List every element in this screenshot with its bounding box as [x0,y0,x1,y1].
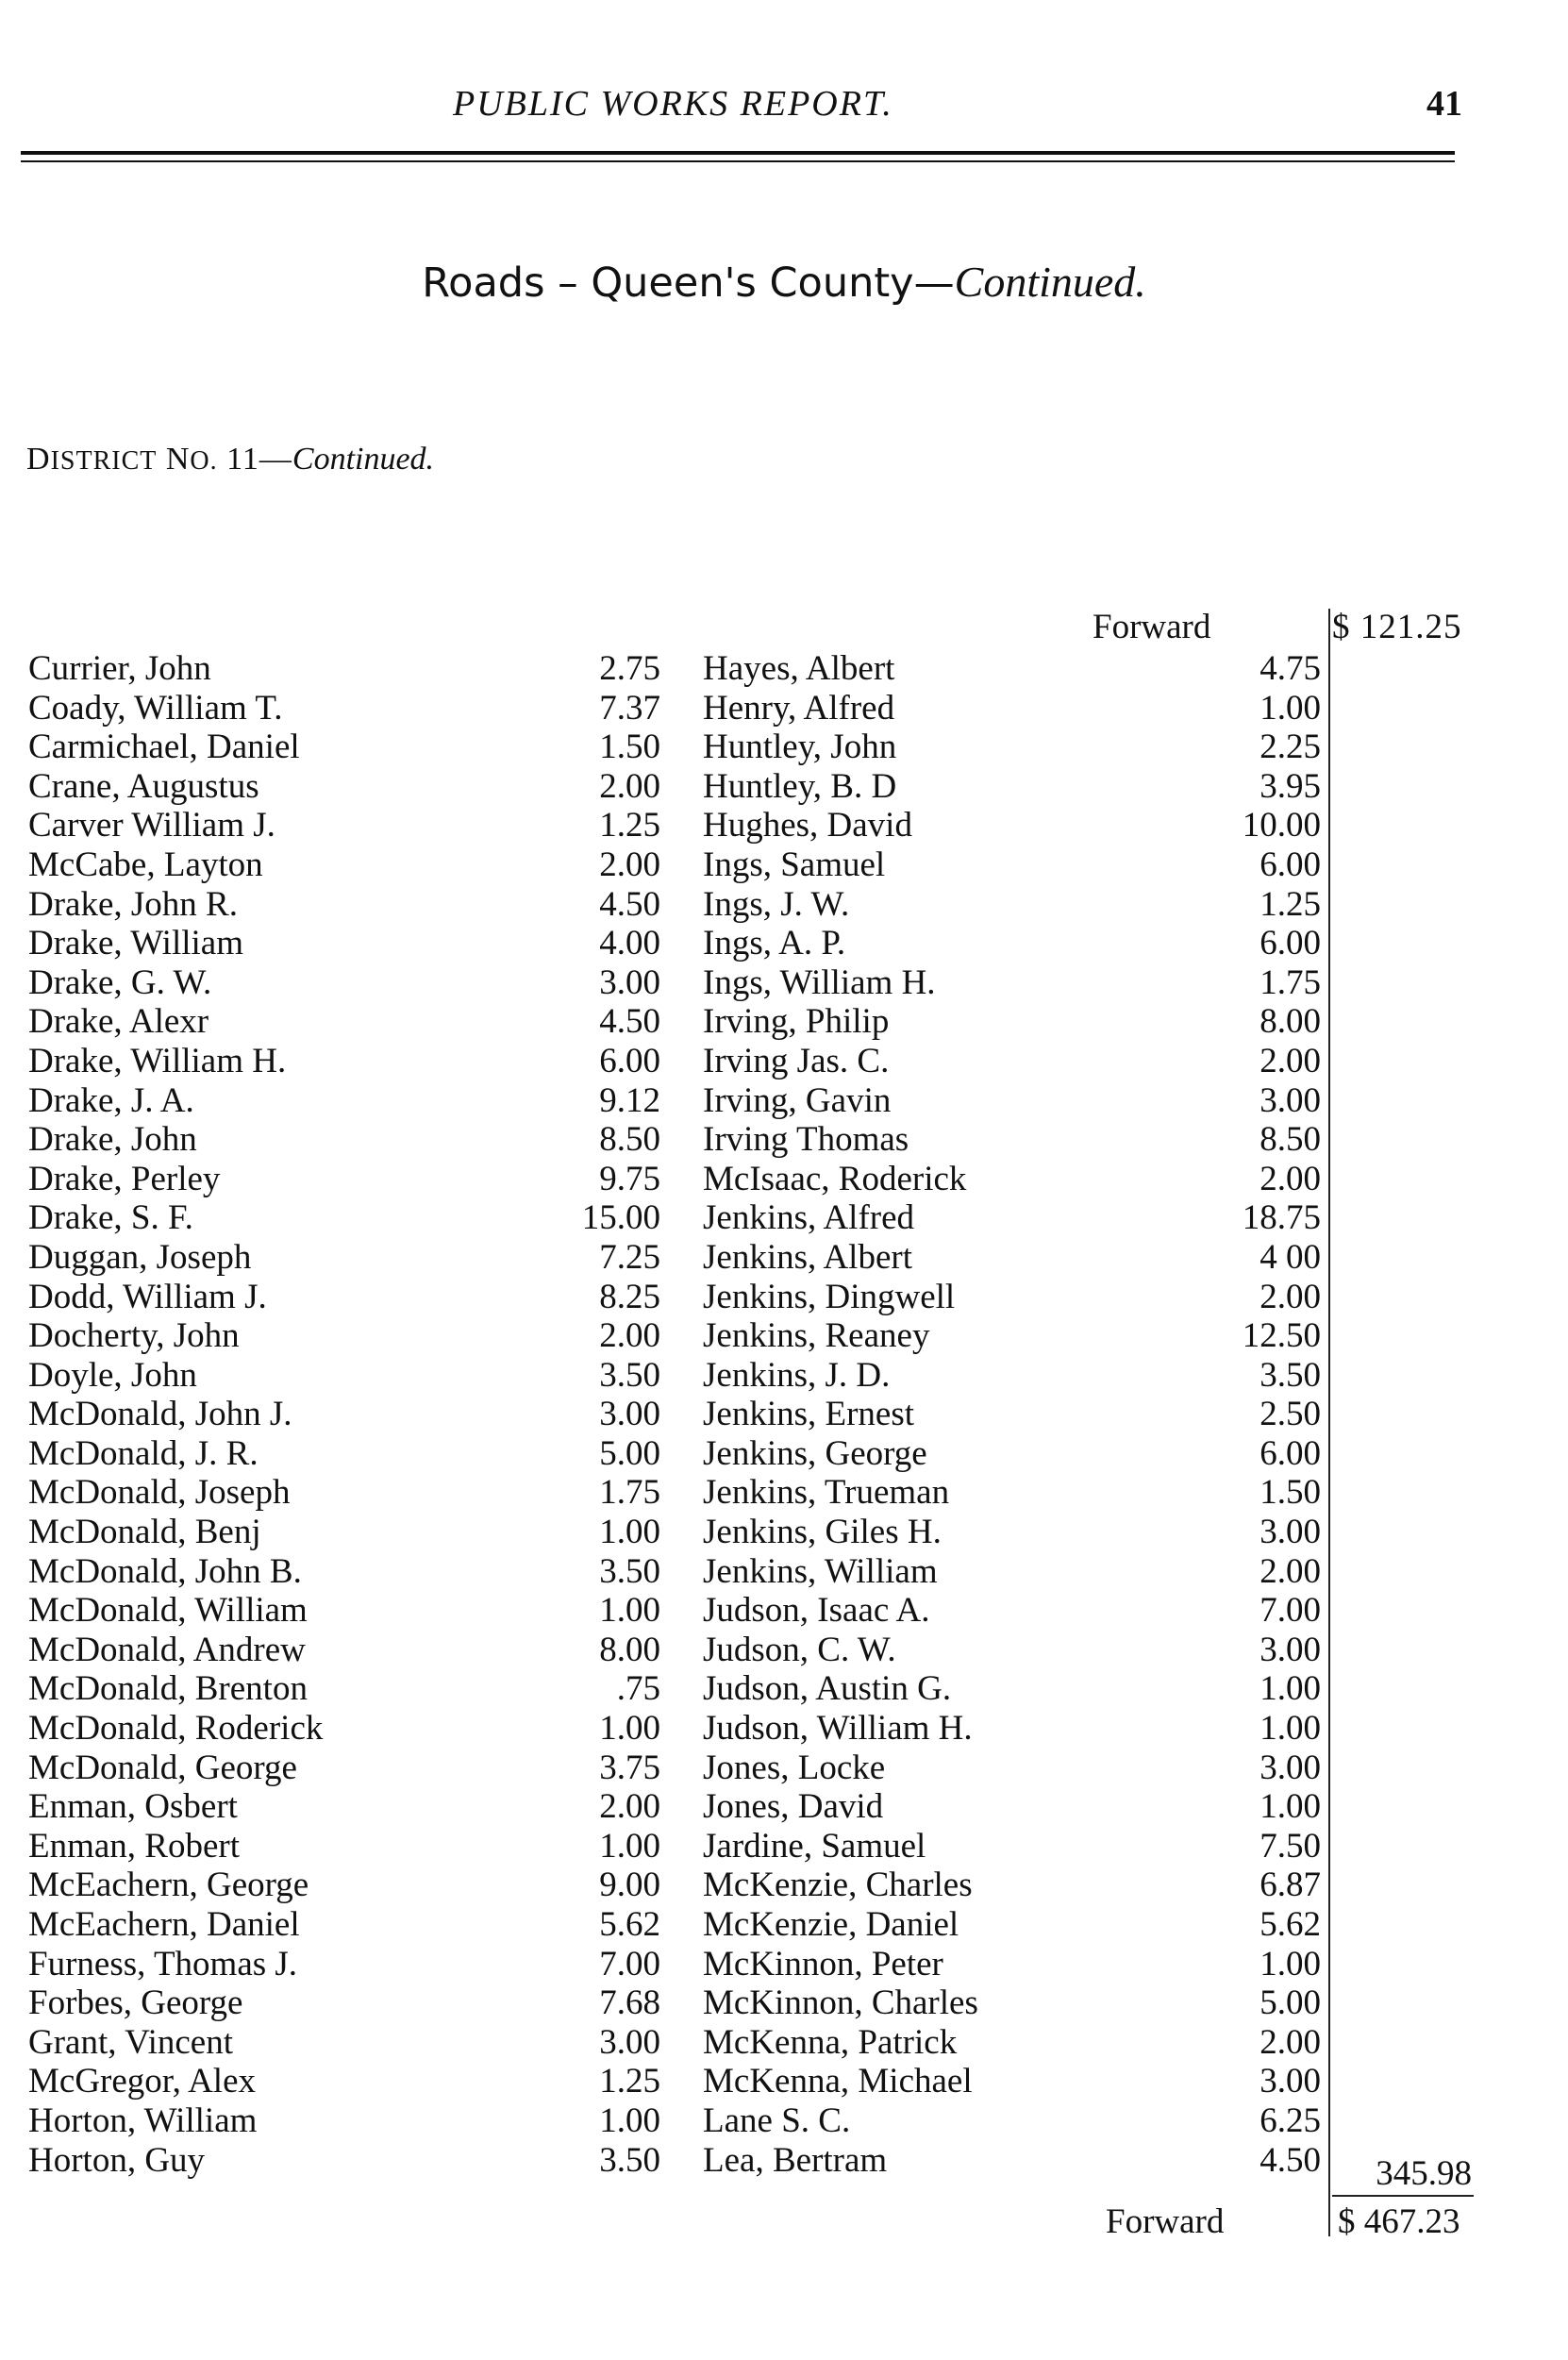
header-rule-thin [21,160,1455,162]
right-amount: 2.25 [1259,728,1321,767]
table-row [0,1395,1568,1434]
right-name: Lane S. C. [703,2101,851,2140]
left-amount: 1.25 [599,806,660,845]
left-amount: 1.75 [599,1473,660,1513]
left-amount: 1.00 [599,1709,660,1749]
right-name: Jenkins, Albert [703,1237,912,1277]
left-name: McDonald, Joseph [28,1473,291,1513]
left-name: McCabe, Layton [28,845,263,884]
forward-top-label: Forward [1093,608,1211,646]
right-name: McKenna, Patrick [703,2022,958,2062]
right-name: Irving, Gavin [703,1080,892,1120]
right-amount: 4.75 [1259,649,1321,688]
table-row [0,1160,1568,1199]
right-name: Jardine, Samuel [703,1826,926,1866]
left-amount: 7.00 [599,1944,660,1983]
left-name: Coady, William T. [28,688,283,728]
left-name: Drake, G. W. [28,962,212,1002]
table-row [0,1827,1568,1866]
left-name: Carmichael, Daniel [28,728,300,767]
right-name: Judson, William H. [703,1709,973,1749]
right-amount: 6.87 [1259,1866,1321,1905]
left-name: Enman, Robert [28,1826,241,1866]
table-row [0,963,1568,1003]
left-amount: 3.75 [599,1748,660,1787]
district-continued: Continued. [292,442,435,477]
left-name: Horton, Guy [28,2140,206,2180]
table-row [0,1434,1568,1474]
left-amount: 7.25 [599,1237,660,1277]
table-row [0,845,1568,885]
left-amount: 3.00 [599,1395,660,1434]
left-amount: 2.00 [599,766,660,806]
table-row [0,728,1568,767]
district-number: 11— [226,442,292,477]
right-name: Jenkins, Ernest [703,1395,915,1434]
left-name: McDonald, George [28,1748,297,1787]
district-no-initial: N [165,442,191,477]
right-amount: 4.50 [1259,2140,1321,2180]
left-name: Drake, Alexr [28,1002,209,1042]
section-title-continued: Continued. [954,258,1146,306]
left-name: Crane, Augustus [28,766,259,806]
table-row [0,1316,1568,1356]
right-name: Lea, Bertram [703,2140,888,2180]
table-row [0,1356,1568,1396]
right-amount: 7.00 [1259,1591,1321,1631]
table-row [0,1513,1568,1552]
right-name: Hughes, David [703,806,912,845]
right-name: McKenzie, Daniel [703,1905,959,1944]
table-row [0,2101,1568,2141]
left-name: Drake, John R. [28,884,238,924]
right-amount: 2.00 [1259,1277,1321,1316]
subtotal-rule [1332,2195,1474,2197]
table-row [0,1120,1568,1160]
left-amount: 2.75 [599,649,660,688]
right-amount: 2.00 [1259,1159,1321,1198]
right-amount: 6.25 [1259,2101,1321,2140]
right-name: Irving Thomas [703,1120,909,1160]
left-name: Enman, Osbert [28,1787,238,1827]
right-amount: 5.00 [1259,1983,1321,2023]
right-amount: 2.00 [1259,2022,1321,2062]
right-amount: 2.00 [1259,1041,1321,1080]
right-name: Ings, J. W. [703,884,850,924]
right-name: Jenkins, Giles H. [703,1513,942,1552]
left-amount: 8.00 [599,1630,660,1669]
table-row [0,1631,1568,1670]
table-row [0,1552,1568,1592]
forward-top-amount: $ 121.25 [1332,608,1462,646]
table-row [0,1591,1568,1631]
left-name: Carver William J. [28,806,275,845]
left-amount: 7.37 [599,688,660,728]
left-amount: 3.00 [599,962,660,1002]
section-title-main: Roads – Queen's County— [422,259,955,307]
right-amount: 6.00 [1259,845,1321,884]
left-name: Doyle, John [28,1355,197,1395]
table-row [0,1473,1568,1513]
table-row [0,1983,1568,2023]
left-amount: 6.00 [599,1041,660,1080]
right-name: McKenzie, Charles [703,1866,973,1905]
right-amount: 4 00 [1259,1237,1321,1277]
left-amount: 4.50 [599,1002,660,1042]
left-amount: .75 [616,1669,660,1709]
right-amount: 6.00 [1259,1433,1321,1473]
right-name: McIsaac, Roderick [703,1159,967,1198]
right-amount: 1.00 [1259,1709,1321,1749]
table-row [0,885,1568,925]
right-name: Jenkins, J. D. [703,1355,891,1395]
district-heading [26,442,434,477]
left-amount: 2.00 [599,845,660,884]
right-name: Jenkins, William [703,1551,938,1591]
left-amount: 4.50 [599,884,660,924]
left-amount: 9.75 [599,1159,660,1198]
right-amount: 3.95 [1259,766,1321,806]
left-name: Forbes, George [28,1983,243,2023]
left-name: Grant, Vincent [28,2022,233,2062]
right-amount: 1.00 [1259,688,1321,728]
left-amount: 5.62 [599,1905,660,1944]
left-amount: 3.50 [599,1551,660,1591]
right-name: Jones, Locke [703,1748,886,1787]
left-amount: 9.00 [599,1866,660,1905]
left-name: Duggan, Joseph [28,1237,252,1277]
right-name: Judson, C. W. [703,1630,896,1669]
left-name: McEachern, Daniel [28,1905,300,1944]
table-row [0,1238,1568,1278]
left-name: Drake, J. A. [28,1080,194,1120]
district-label-rest: ISTRICT [50,446,158,476]
left-name: McEachern, George [28,1866,309,1905]
table-row [0,806,1568,845]
left-amount: 8.25 [599,1277,660,1316]
right-name: Jenkins, Dingwell [703,1277,956,1316]
right-amount: 7.50 [1259,1826,1321,1866]
left-amount: 4.00 [599,924,660,963]
left-name: McGregor, Alex [28,2062,257,2101]
table-row [0,924,1568,963]
table-row [0,1866,1568,1905]
left-name: McDonald, Roderick [28,1709,324,1749]
right-name: Jenkins, Reaney [703,1316,930,1356]
right-amount: 8.50 [1259,1120,1321,1160]
left-name: Docherty, John [28,1316,240,1356]
left-amount: 8.50 [599,1120,660,1160]
table-row [0,1042,1568,1081]
right-name: Ings, Samuel [703,845,886,884]
right-amount: 3.00 [1259,2062,1321,2101]
right-amount: 2.00 [1259,1551,1321,1591]
left-amount: 1.00 [599,1826,660,1866]
table-row [0,2141,1568,2181]
page-number: 41 [1426,84,1462,124]
left-amount: 2.00 [599,1787,660,1827]
table-row [0,689,1568,728]
left-name: Drake, William [28,924,243,963]
table-row [0,1081,1568,1121]
right-amount: 3.00 [1259,1630,1321,1669]
left-name: Drake, Perley [28,1159,221,1198]
table-row [0,2023,1568,2063]
left-name: McDonald, John B. [28,1551,302,1591]
right-amount: 1.00 [1259,1944,1321,1983]
page-header [0,83,1568,140]
left-amount: 3.00 [599,2022,660,2062]
right-amount: 3.00 [1259,1748,1321,1787]
table-row [0,2062,1568,2101]
left-amount: 7.68 [599,1983,660,2023]
table-row [0,1669,1568,1709]
left-name: McDonald, J. R. [28,1433,259,1473]
left-name: Drake, S. F. [28,1198,193,1238]
subtotal-amount: 345.98 [1376,2154,1472,2193]
right-name: Ings, William H. [703,962,936,1002]
right-name: McKinnon, Charles [703,1983,978,2023]
district-no-rest: O. [190,446,218,476]
left-amount: 15.00 [581,1198,660,1238]
left-amount: 5.00 [599,1433,660,1473]
right-name: Jenkins, George [703,1433,927,1473]
left-name: McDonald, Andrew [28,1630,306,1669]
table-row [0,1709,1568,1749]
right-name: Judson, Isaac A. [703,1591,930,1631]
district-label-initial: D [26,442,51,477]
table-row [0,1749,1568,1788]
running-title: PUBLIC WORKS REPORT. [453,84,893,124]
right-name: Jenkins, Trueman [703,1473,950,1513]
right-name: Jenkins, Alfred [703,1198,915,1238]
left-name: Horton, William [28,2101,258,2140]
left-name: McDonald, Benj [28,1513,261,1552]
left-name: McDonald, John J. [28,1395,292,1434]
forward-bottom-label: Forward [1106,2202,1225,2241]
left-name: McDonald, Brenton [28,1669,308,1709]
left-amount: 1.00 [599,1513,660,1552]
left-amount: 2.00 [599,1316,660,1356]
table-row [0,1002,1568,1042]
right-name: Henry, Alfred [703,688,895,728]
left-amount: 3.50 [599,2140,660,2180]
left-amount: 1.00 [599,1591,660,1631]
table-row [0,1905,1568,1945]
right-amount: 8.00 [1259,1002,1321,1042]
left-name: Furness, Thomas J. [28,1944,298,1983]
right-name: Irving Jas. C. [703,1041,890,1080]
right-amount: 6.00 [1259,924,1321,963]
right-amount: 12.50 [1242,1316,1321,1356]
left-name: Drake, John [28,1120,197,1160]
right-name: Ings, A. P. [703,924,846,963]
ledger-table [0,649,1568,2180]
right-name: McKenna, Michael [703,2062,973,2101]
right-name: Judson, Austin G. [703,1669,952,1709]
table-row [0,767,1568,807]
right-amount: 3.00 [1259,1513,1321,1552]
right-amount: 1.25 [1259,884,1321,924]
forward-bottom-amount: $ 467.23 [1338,2202,1460,2241]
right-amount: 2.50 [1259,1395,1321,1434]
left-name: Currier, John [28,649,211,688]
left-amount: 9.12 [599,1080,660,1120]
right-name: Huntley, John [703,728,897,767]
left-name: McDonald, William [28,1591,308,1631]
right-amount: 18.75 [1242,1198,1321,1238]
right-amount: 1.50 [1259,1473,1321,1513]
right-name: McKinnon, Peter [703,1944,943,1983]
left-amount: 3.50 [599,1355,660,1395]
table-row [0,1787,1568,1827]
left-amount: 1.00 [599,2101,660,2140]
table-row [0,649,1568,689]
left-amount: 1.50 [599,728,660,767]
table-row [0,1945,1568,1984]
section-title [0,257,1568,307]
left-name: Drake, William H. [28,1041,287,1080]
right-amount: 1.00 [1259,1669,1321,1709]
right-name: Irving, Philip [703,1002,890,1042]
right-amount: 5.62 [1259,1905,1321,1944]
header-rule-thick [21,151,1455,155]
left-amount: 1.25 [599,2062,660,2101]
right-name: Jones, David [703,1787,884,1827]
table-row [0,1198,1568,1238]
table-row [0,1278,1568,1317]
right-amount: 3.00 [1259,1080,1321,1120]
left-name: Dodd, William J. [28,1277,267,1316]
right-amount: 3.50 [1259,1355,1321,1395]
right-name: Hayes, Albert [703,649,895,688]
right-amount: 10.00 [1242,806,1321,845]
right-amount: 1.00 [1259,1787,1321,1827]
right-amount: 1.75 [1259,962,1321,1002]
right-name: Huntley, B. D [703,766,897,806]
